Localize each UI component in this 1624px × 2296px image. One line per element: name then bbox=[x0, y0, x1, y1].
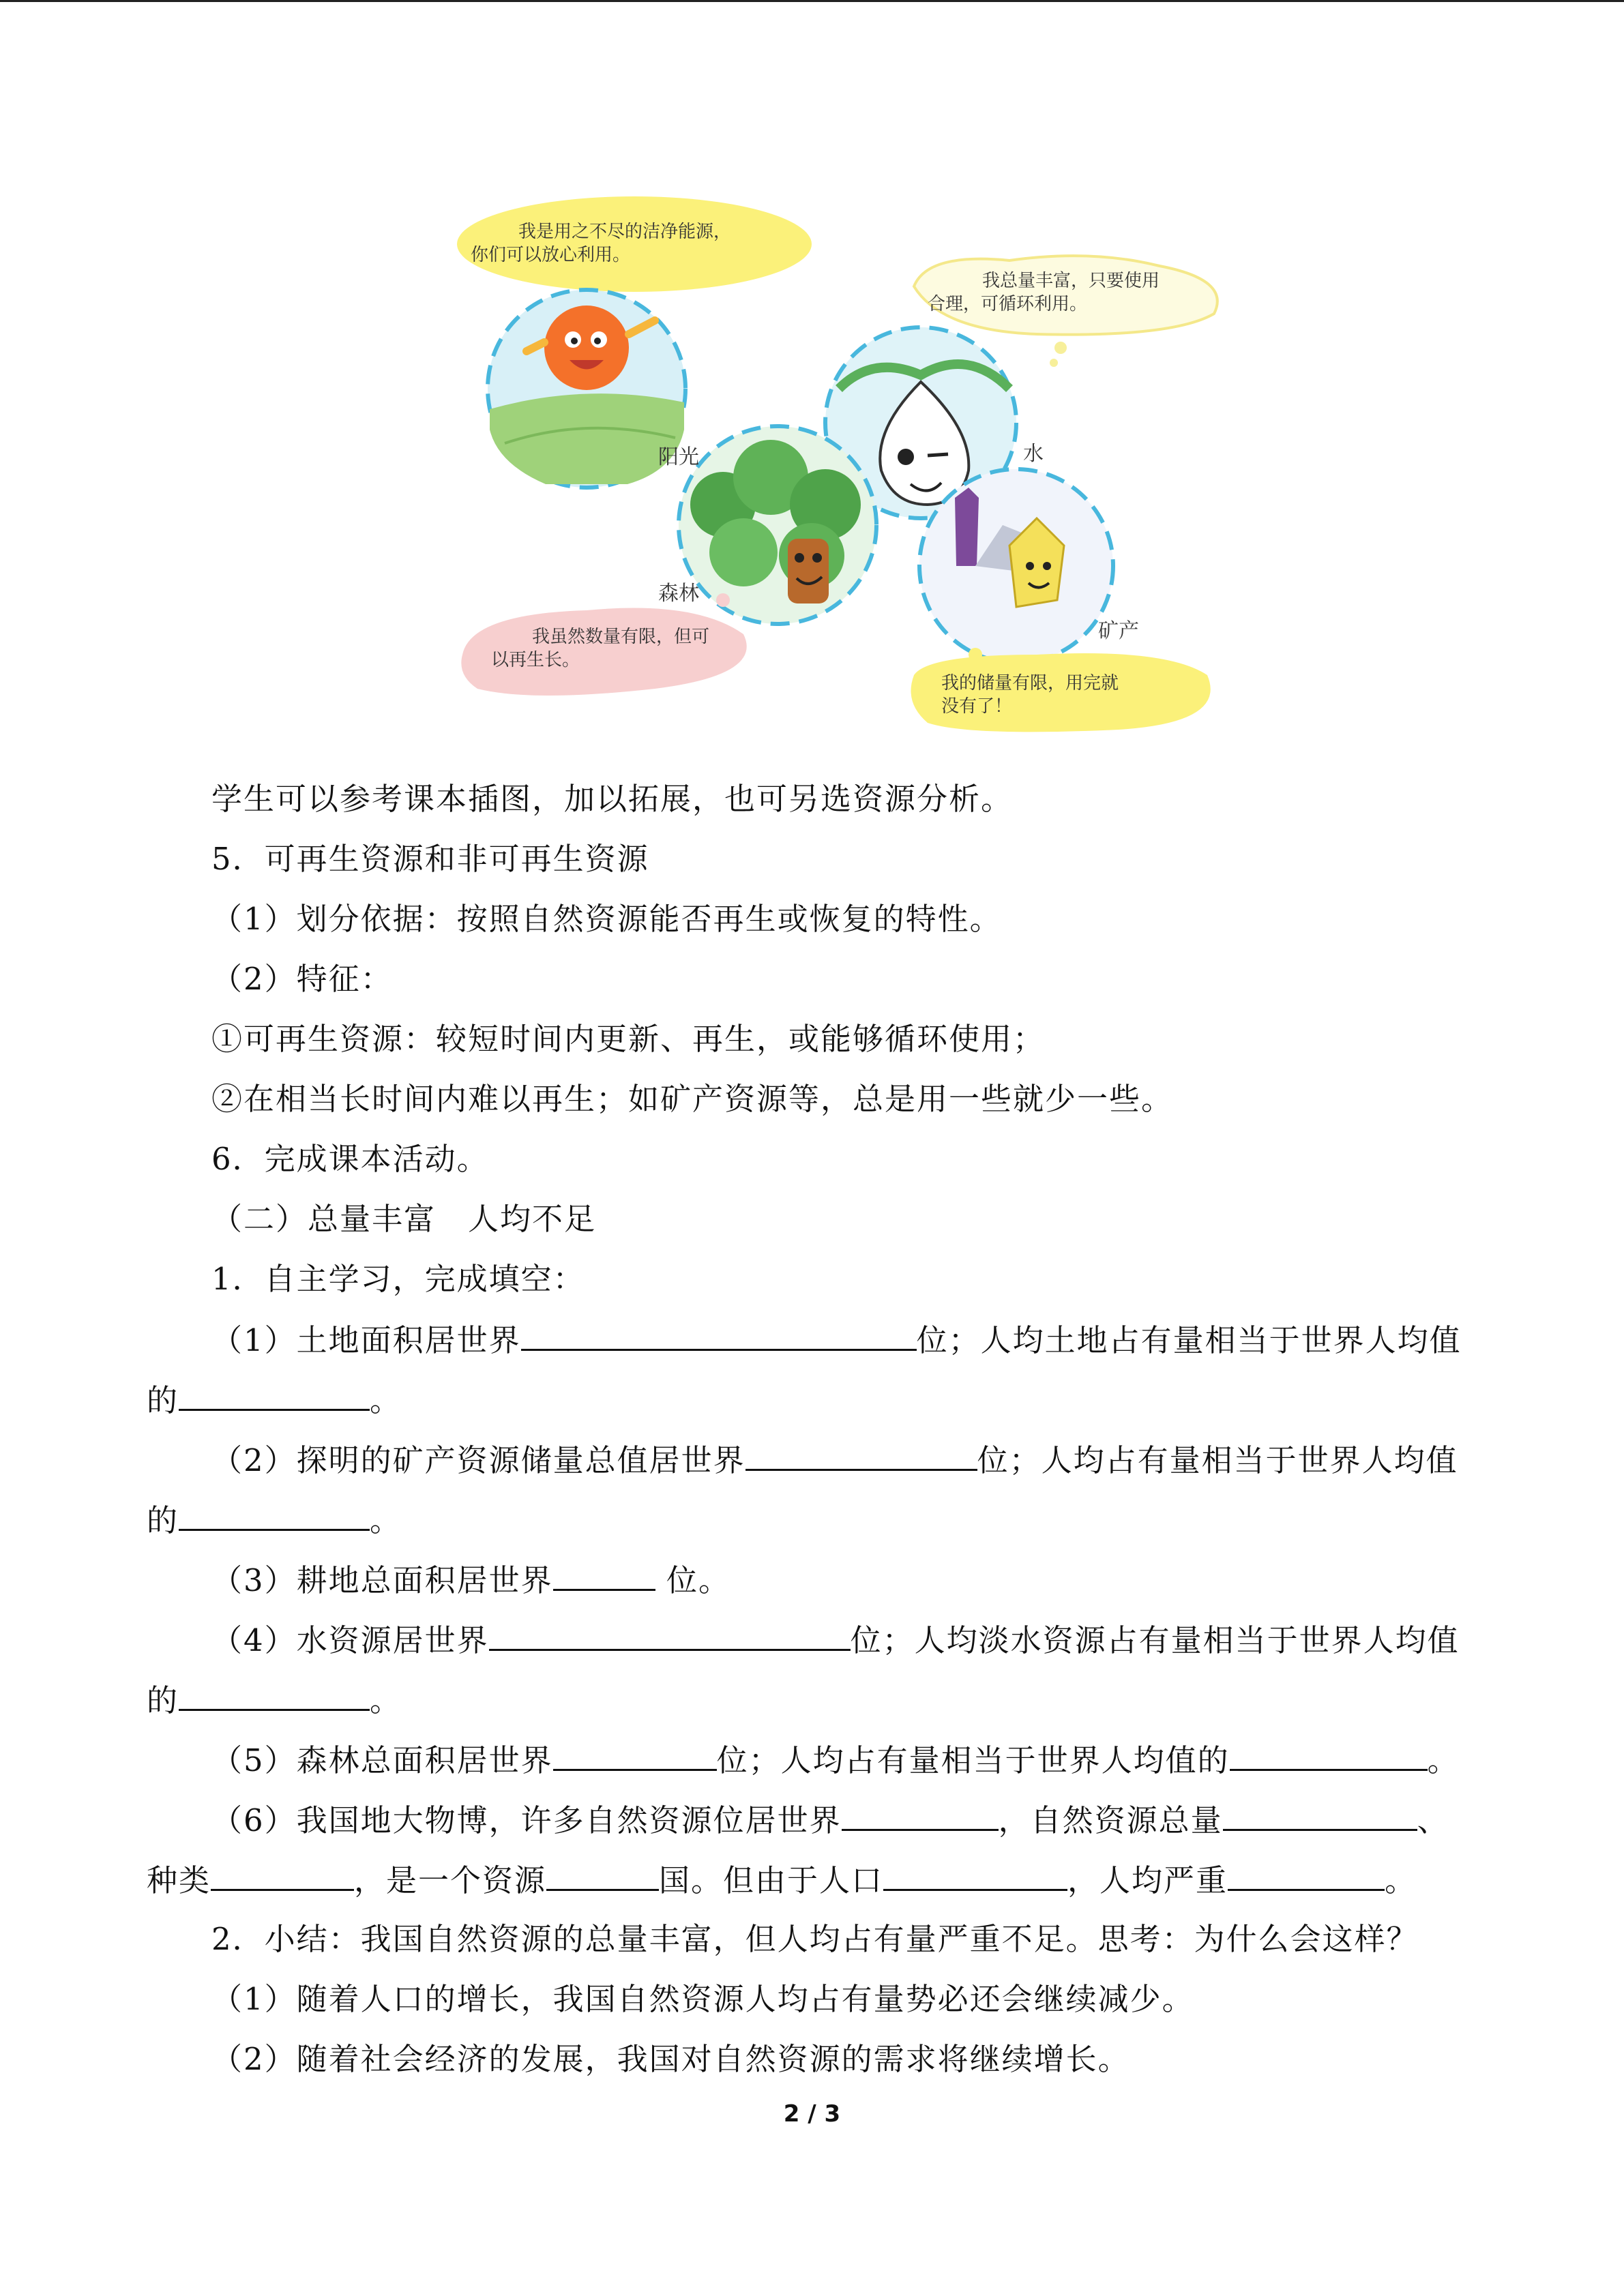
forest-speech-bubble bbox=[461, 593, 746, 696]
mineral-label: 矿产 bbox=[1098, 619, 1139, 643]
q2-text-a: （2）探明的矿产资源储量总值居世界 bbox=[211, 1442, 745, 1478]
q6-text-h: 。 bbox=[1385, 1862, 1417, 1898]
q6-blank-shortage[interactable] bbox=[1228, 1859, 1385, 1891]
q3-text-b: 位。 bbox=[655, 1562, 730, 1598]
q4-text-c: 的 bbox=[147, 1682, 179, 1718]
q6-blank-population[interactable] bbox=[883, 1859, 1067, 1891]
mineral-bubble-line2: 没有了！ bbox=[941, 696, 1013, 717]
page-number: 2 / 3 bbox=[783, 2100, 841, 2128]
q3-text-a: （3）耕地总面积居世界 bbox=[211, 1562, 553, 1598]
q3-blank-rank[interactable] bbox=[553, 1559, 655, 1591]
q2-text-b: 位；人均占有量相当于世界人均值 bbox=[977, 1442, 1458, 1478]
q4-blank-ratio[interactable] bbox=[179, 1679, 370, 1711]
summary-heading: 2．小结：我国自然资源的总量丰富，但人均占有量严重不足。思考：为什么会这样？ bbox=[211, 1921, 1419, 1957]
forest-bubble-line1: 我虽然数量有限，但可 bbox=[532, 627, 710, 647]
mineral-speech-bubble bbox=[911, 648, 1211, 732]
question-2-cont bbox=[147, 1499, 402, 1541]
question-6 bbox=[211, 1799, 1449, 1841]
forest-illustration bbox=[679, 426, 876, 624]
paragraph-reference-note: 学生可以参考课本插图，加以拓展，也可另选资源分析。 bbox=[211, 781, 1014, 817]
q6-text-e: ，是一个资源 bbox=[354, 1862, 547, 1898]
q2-blank-rank[interactable] bbox=[745, 1439, 977, 1471]
q6-blank-rank[interactable] bbox=[842, 1799, 999, 1831]
sun-label: 阳光 bbox=[658, 445, 699, 469]
section-5-heading: 5．可再生资源和非可再生资源 bbox=[211, 841, 649, 877]
q1-text-b: 位；人均土地占有量相当于世界人均值 bbox=[916, 1322, 1462, 1358]
q6-blank-total[interactable] bbox=[1223, 1799, 1417, 1831]
q4-blank-rank[interactable] bbox=[489, 1619, 851, 1651]
q1-blank-ratio[interactable] bbox=[179, 1379, 370, 1411]
classification-basis: （1）划分依据：按照自然资源能否再生或恢复的特性。 bbox=[211, 901, 1002, 937]
q5-blank-rank[interactable] bbox=[553, 1739, 717, 1771]
sun-illustration bbox=[488, 290, 685, 488]
summary-point-1: （1）随着人口的增长，我国自然资源人均占有量势必还会继续减少。 bbox=[211, 1981, 1194, 2017]
subsection-2-heading: （二）总量丰富 人均不足 bbox=[211, 1201, 597, 1237]
water-label: 水 bbox=[1023, 442, 1044, 466]
nonrenewable-feature: ②在相当长时间内难以再生；如矿产资源等，总是用一些就少一些。 bbox=[211, 1081, 1174, 1117]
q6-blank-variety[interactable] bbox=[211, 1859, 354, 1891]
q5-text-c: 。 bbox=[1427, 1742, 1460, 1778]
mineral-illustration bbox=[919, 469, 1113, 663]
question-4 bbox=[211, 1619, 1460, 1661]
section-6-heading: 6．完成课本活动。 bbox=[211, 1141, 489, 1177]
q5-text-b: 位；人均占有量相当于世界人均值的 bbox=[716, 1742, 1230, 1778]
question-5 bbox=[211, 1739, 1460, 1781]
renewable-feature: ①可再生资源：较短时间内更新、再生，或能够循环使用； bbox=[211, 1021, 1046, 1057]
q6-text-g: ，人均严重 bbox=[1067, 1862, 1228, 1898]
page-top-border bbox=[0, 0, 1624, 2]
sun-bubble-line1: 我是用之不尽的洁净能源， bbox=[518, 222, 732, 242]
q6-text-d: 种类 bbox=[147, 1862, 211, 1898]
q1-text-d: 。 bbox=[370, 1382, 402, 1418]
question-1-cont bbox=[147, 1379, 402, 1421]
q1-text-c: 的 bbox=[147, 1382, 179, 1418]
q2-text-c: 的 bbox=[147, 1502, 179, 1538]
resources-illustration bbox=[450, 184, 1241, 743]
forest-label: 森林 bbox=[658, 582, 699, 606]
q2-blank-ratio[interactable] bbox=[179, 1499, 370, 1531]
forest-bubble-line2: 以再生长。 bbox=[491, 650, 580, 670]
question-2 bbox=[211, 1439, 1458, 1481]
water-bubble-line1: 我总量丰富，只要使用 bbox=[982, 271, 1160, 291]
q6-text-c: 、 bbox=[1417, 1802, 1449, 1838]
q1-blank-rank[interactable] bbox=[521, 1319, 917, 1351]
q5-blank-ratio[interactable] bbox=[1230, 1739, 1428, 1771]
sun-bubble-line2: 你们可以放心利用。 bbox=[471, 245, 631, 265]
water-bubble-line2: 合理，可循环利用。 bbox=[928, 294, 1088, 314]
question-6-cont bbox=[147, 1859, 1417, 1901]
q4-text-a: （4）水资源居世界 bbox=[211, 1622, 489, 1658]
features-heading: （2）特征： bbox=[211, 961, 393, 997]
summary-point-2: （2）随着社会经济的发展，我国对自然资源的需求将继续增长。 bbox=[211, 2041, 1130, 2077]
q2-text-d: 。 bbox=[370, 1502, 402, 1538]
mineral-bubble-line1: 我的储量有限，用完就 bbox=[941, 673, 1119, 694]
question-1 bbox=[211, 1319, 1462, 1361]
q1-text-a: （1）土地面积居世界 bbox=[211, 1322, 521, 1358]
q5-text-a: （5）森林总面积居世界 bbox=[211, 1742, 553, 1778]
q4-text-b: 位；人均淡水资源占有量相当于世界人均值 bbox=[850, 1622, 1460, 1658]
q6-text-b: ，自然资源总量 bbox=[998, 1802, 1223, 1838]
question-4-cont bbox=[147, 1679, 402, 1721]
q6-text-a: （6）我国地大物博，许多自然资源位居世界 bbox=[211, 1802, 842, 1838]
self-study-heading: 1．自主学习，完成填空： bbox=[211, 1261, 585, 1297]
question-3 bbox=[211, 1559, 730, 1601]
q6-text-f: 国。但由于人口 bbox=[659, 1862, 884, 1898]
q4-text-d: 。 bbox=[370, 1682, 402, 1718]
q6-blank-country[interactable] bbox=[546, 1859, 659, 1891]
